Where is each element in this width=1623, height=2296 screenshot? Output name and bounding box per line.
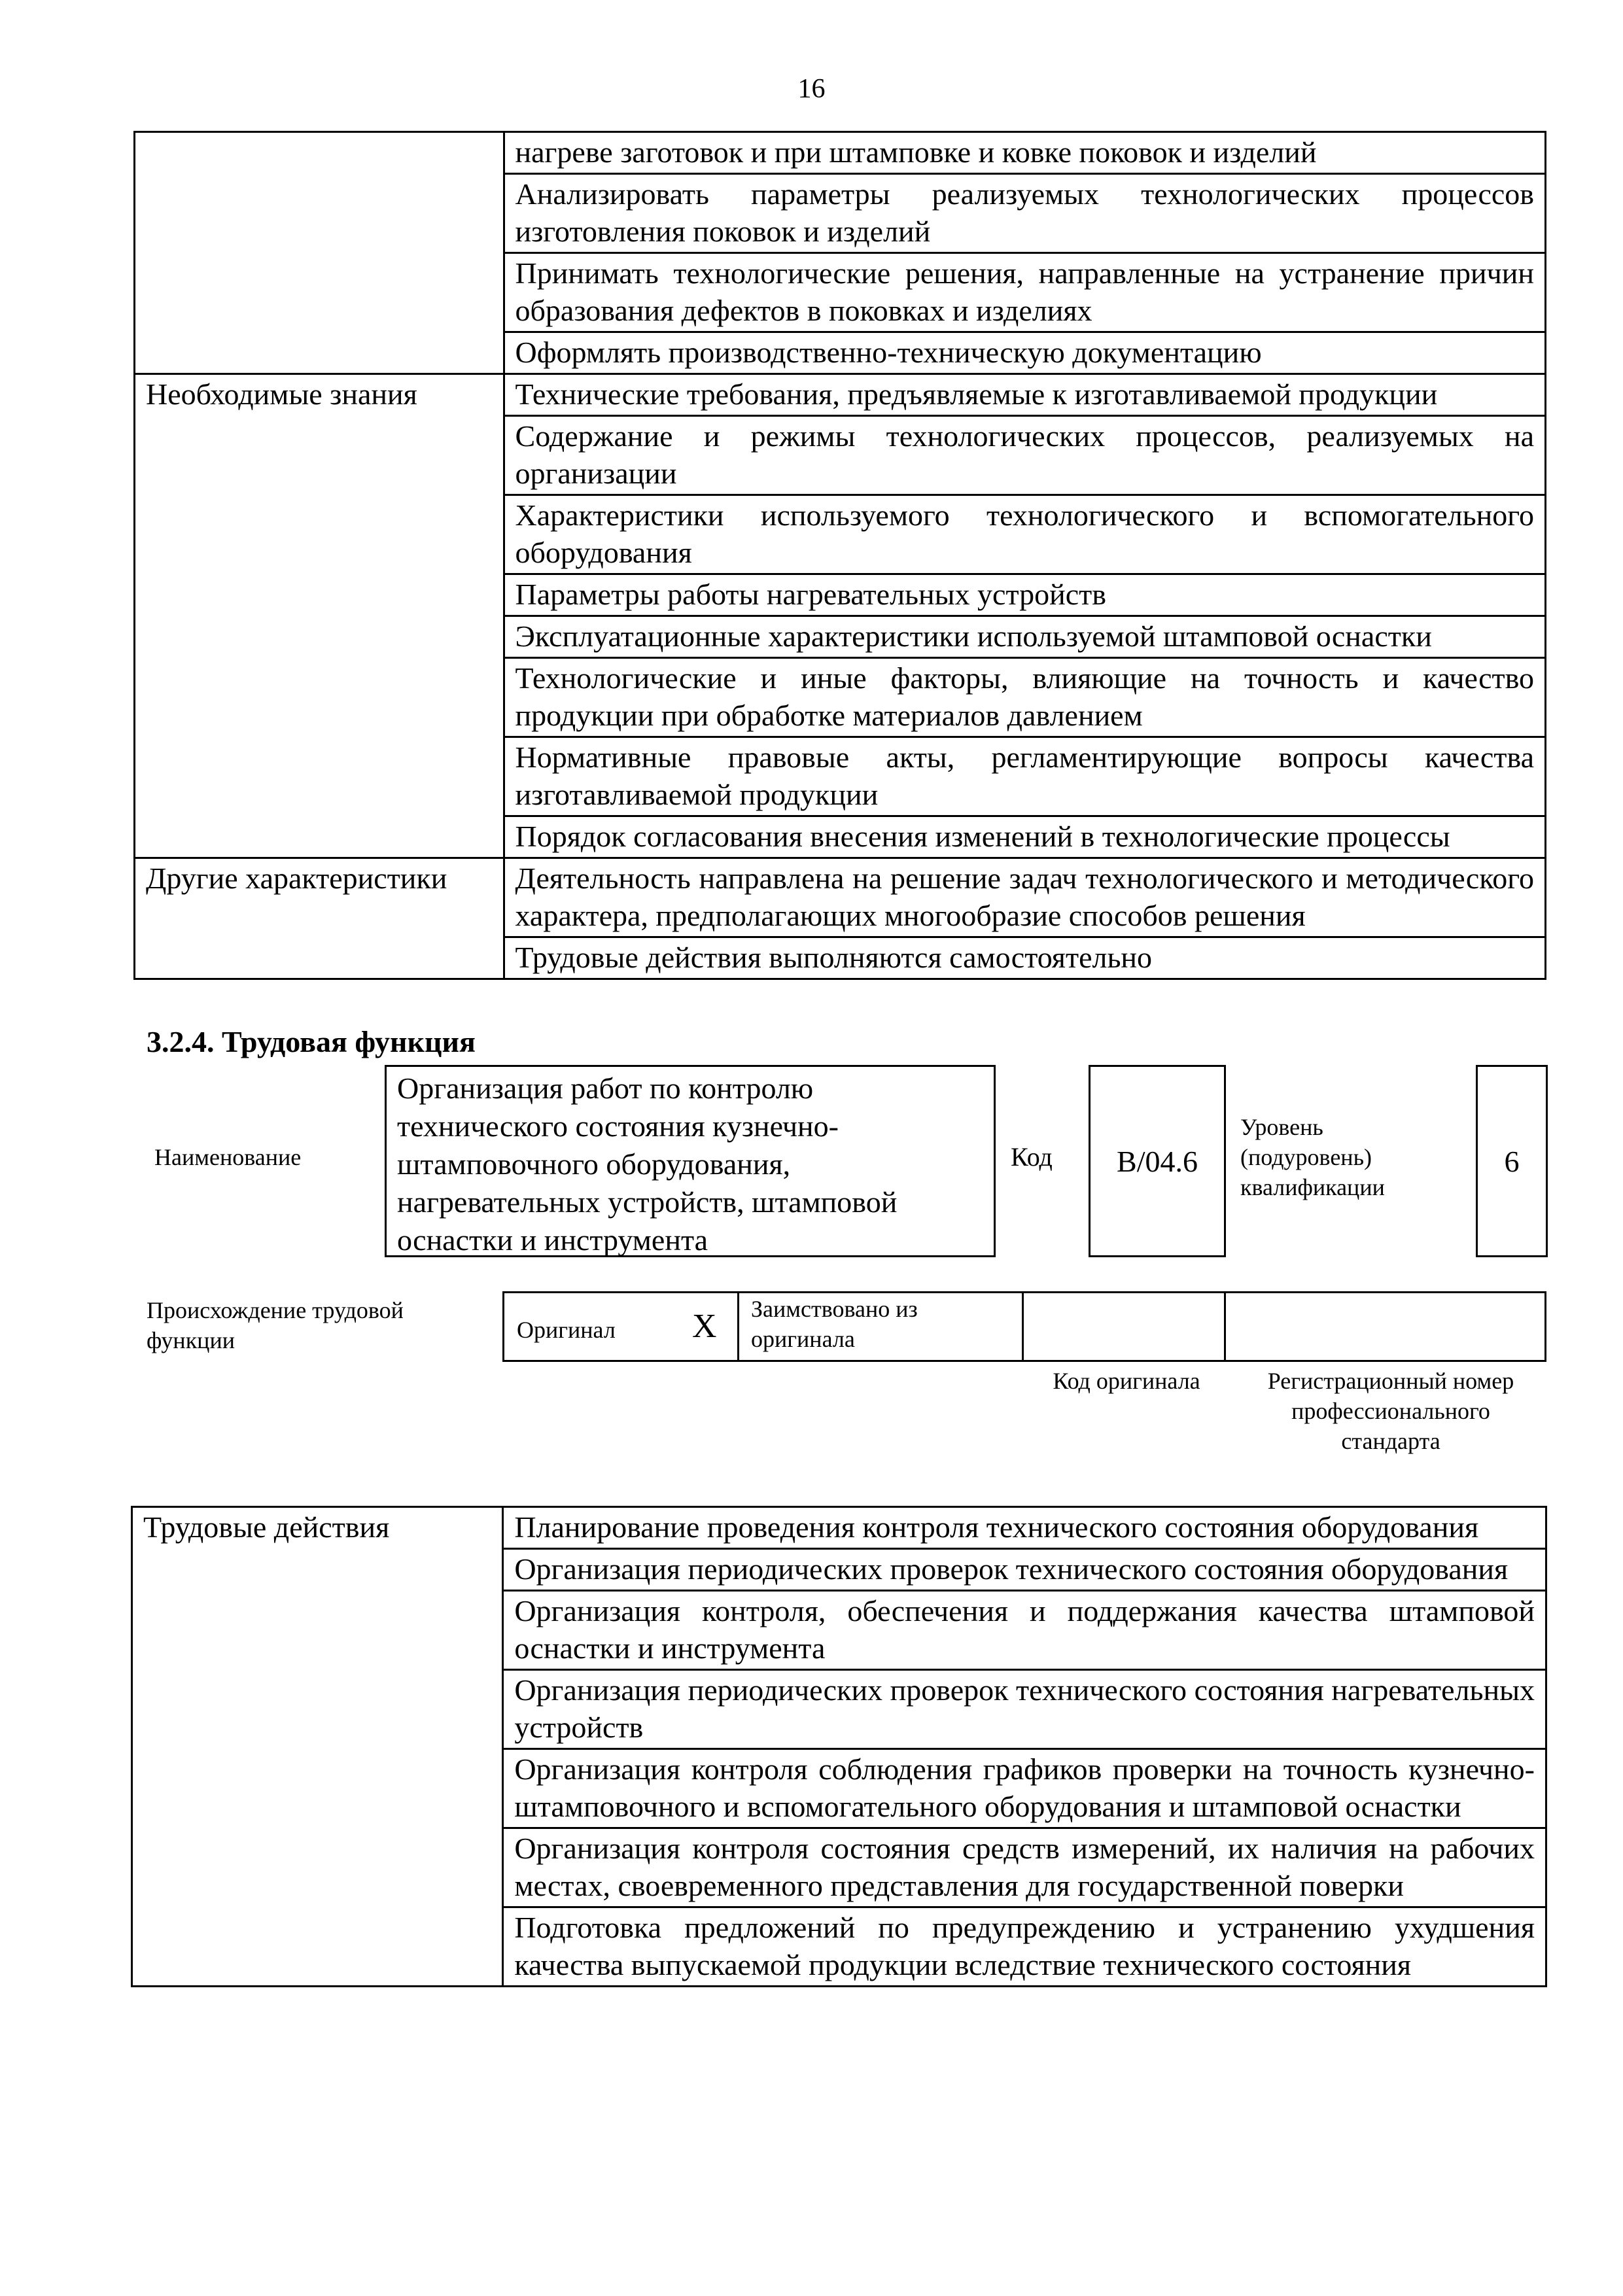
table-cell: нагреве заготовок и при штамповке и ковке поковок и изделий [504, 132, 1545, 174]
code-box [1089, 1065, 1226, 1257]
function-name: Организация работ по контролю технического состояния кузнечно-штамповочного оборудования, нагревательных устройств, штамповой оснастки и инструмента [397, 1071, 898, 1257]
other-characteristics-label: Другие характеристики [135, 858, 504, 979]
reg-number-caption: Регистрационный номер профессионального стандарта [1267, 1368, 1514, 1454]
table-cell: Подготовка предложений по предупреждению и устранению ухудшения качества выпускаемой продукции вследствие технического состояния [503, 1907, 1546, 1987]
borrowed-label: Заимствовано из оригинала [751, 1296, 918, 1352]
level-label: Уровень (подуровень) квалификации [1240, 1114, 1385, 1200]
table-cell: Оформлять производственно-техническую документацию [504, 332, 1545, 374]
name-label: Наименование [154, 1144, 302, 1170]
table-cell: Организация контроля соблюдения графиков проверки на точность кузнечно-штамповочного и вспомогательного оборудования и штамповой оснастки [503, 1749, 1546, 1828]
divider [1022, 1291, 1024, 1362]
function-name-box [385, 1065, 996, 1257]
table-cell: Характеристики используемого технологического и вспомогательного оборудования [504, 495, 1545, 574]
table-cell: Организация периодических проверок технического состояния нагревательных устройств [503, 1670, 1546, 1749]
table-cell: Технические требования, предъявляемые к изготавливаемой продукции [504, 374, 1545, 416]
table-cell: Планирование проведения контроля технического состояния оборудования [503, 1507, 1546, 1549]
table-cell: Анализировать параметры реализуемых технологических процессов изготовления поковок и изделий [504, 174, 1545, 253]
table-cell: Организация контроля состояния средств измерений, их наличия на рабочих местах, своевременного представления для государственной поверки [503, 1828, 1546, 1907]
table-cell: Эксплуатационные характеристики используемой штамповой оснастки [504, 616, 1545, 658]
table-cell: Технологические и иные факторы, влияющие на точность и качество продукции при обработке материалов давлением [504, 658, 1545, 737]
page-number: 16 [797, 74, 826, 104]
table-cell: Трудовые действия выполняются самостоятельно [504, 937, 1545, 979]
original-label: Оригинал [517, 1317, 616, 1343]
table-cell: Принимать технологические решения, направленные на устранение причин образования дефектов в поковках и изделиях [504, 253, 1545, 332]
table-cell: Параметры работы нагревательных устройств [504, 574, 1545, 616]
code-label: Код [1011, 1142, 1053, 1172]
table-cell: Деятельность направлена на решение задач технологического и методического характера, предполагающих многообразие способов решения [504, 858, 1545, 937]
table-cell: Порядок согласования внесения изменений в технологические процессы [504, 816, 1545, 858]
level-value: 6 [1504, 1144, 1520, 1178]
original-mark: X [692, 1308, 717, 1345]
table-cell: Организация контроля, обеспечения и поддержания качества штамповой оснастки и инструмента [503, 1591, 1546, 1670]
table-row [132, 1507, 1546, 1549]
level-box [1476, 1065, 1548, 1257]
table-cell: Нормативные правовые акты, регламентирующие вопросы качества изготавливаемой продукции [504, 737, 1545, 816]
section-title: 3.2.4. Трудовая функция [147, 1025, 476, 1058]
original-cell [502, 1291, 739, 1362]
origin-label: Происхождение трудовой функции [147, 1297, 404, 1353]
knowledge-label: Необходимые знания [135, 374, 504, 858]
empty-label-cell [135, 132, 504, 374]
labor-actions-label: Трудовые действия [132, 1507, 503, 1987]
knowledge-table [133, 131, 1546, 980]
code-original-caption: Код оригинала [1053, 1368, 1200, 1394]
table-row [135, 858, 1546, 937]
table-cell: Организация периодических проверок технического состояния оборудования [503, 1549, 1546, 1591]
divider [1224, 1291, 1226, 1362]
table-row [135, 374, 1546, 416]
table-row [135, 132, 1546, 174]
labor-actions-table [131, 1506, 1547, 1987]
code-value: B/04.6 [1117, 1144, 1198, 1178]
table-cell: Содержание и режимы технологических процессов, реализуемых на организации [504, 416, 1545, 495]
